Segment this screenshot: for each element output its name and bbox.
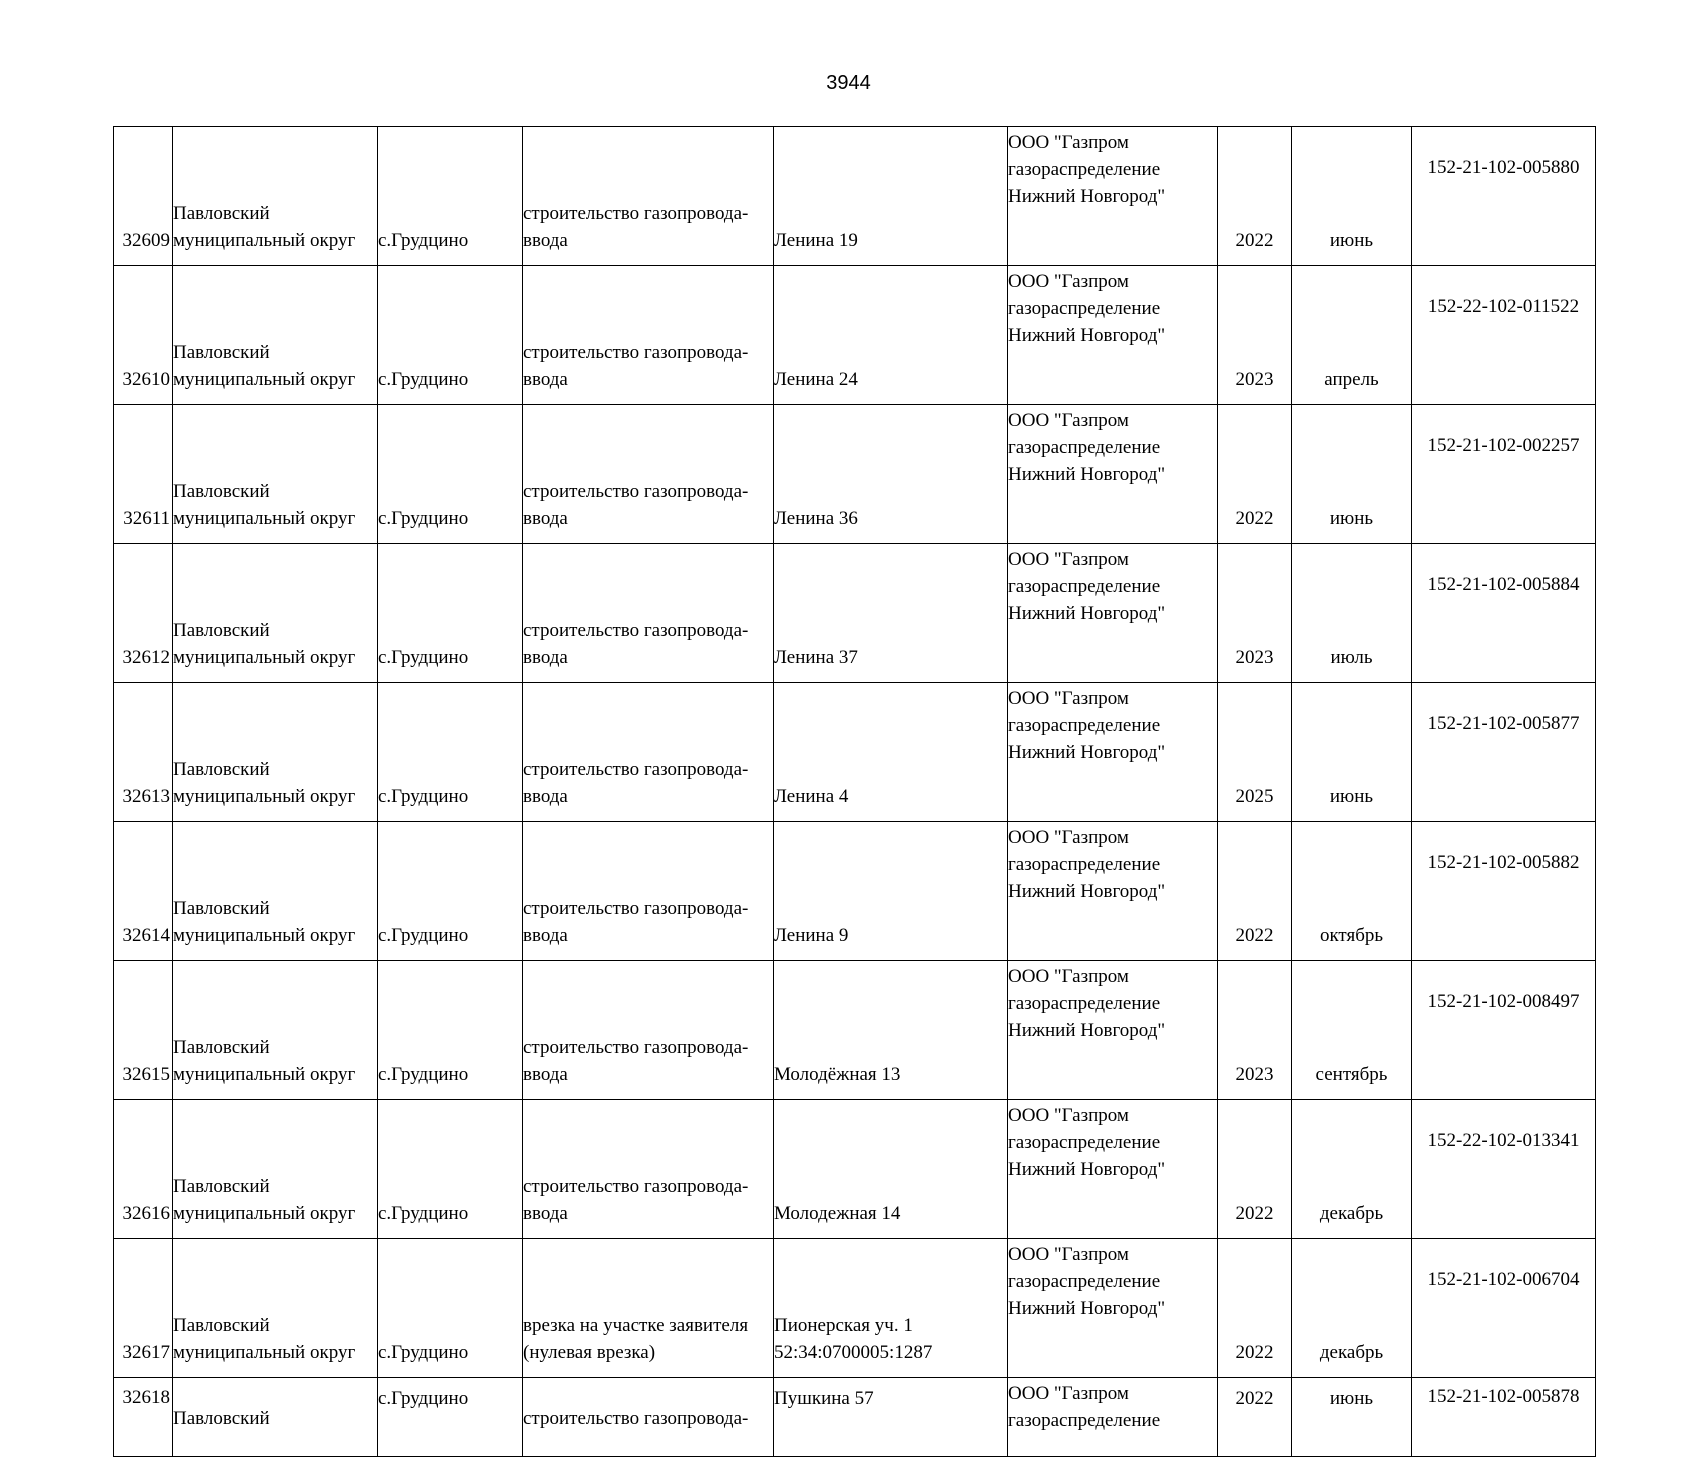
row-number-cell: 32611 [114,405,173,544]
organization-cell [1008,961,1218,1100]
year-cell: 2023 [1218,266,1292,405]
page-number: 3944 [826,72,871,94]
application-id-cell: 152-21-102-002257 [1412,405,1596,544]
work-type-line: врезка на участке заявителя [523,1315,749,1336]
work-type-line: ввода [523,647,568,668]
work-type-line: строительство газопровода- [523,1176,749,1197]
organization-cell [1008,1239,1218,1378]
application-id-cell: 152-22-102-011522 [1412,266,1596,405]
month-cell: июль [1292,544,1412,683]
address-line: Молодежная 14 [774,1203,901,1224]
address-cell [774,405,1008,544]
work-type-cell [523,544,774,683]
month-cell: июнь [1292,127,1412,266]
month-cell: октябрь [1292,822,1412,961]
district-line: Павловский [173,620,270,641]
district-line: Павловский [173,342,270,363]
work-type-line: строительство газопровода- [523,342,749,363]
work-type-line: строительство газопровода- [523,620,749,641]
organization-line: газораспределение [1008,1132,1161,1153]
village-cell: с.Грудцино [378,961,523,1100]
organization-line: Нижний Новгород" [1008,881,1166,902]
row-number-cell: 32613 [114,683,173,822]
work-type-line: ввода [523,786,568,807]
organization-line: Нижний Новгород" [1008,1020,1166,1041]
year-cell: 2023 [1218,961,1292,1100]
district-cell [173,961,378,1100]
district-line: Павловский [173,898,270,919]
work-type-cell [523,266,774,405]
district-cell [173,544,378,683]
table-row [114,1378,1596,1457]
address-cell [774,1239,1008,1378]
row-number-cell: 32615 [114,961,173,1100]
work-type-line: строительство газопровода- [523,1037,749,1058]
work-type-line: ввода [523,369,568,390]
address-line: Ленина 24 [774,369,858,390]
village-cell: с.Грудцино [378,822,523,961]
application-id-cell: 152-21-102-005878 [1412,1378,1596,1457]
district-line: Павловский [173,1315,270,1336]
row-number-cell: 32612 [114,544,173,683]
application-id-cell: 152-22-102-013341 [1412,1100,1596,1239]
address-cell [774,544,1008,683]
work-type-cell [523,1378,774,1457]
work-type-line: ввода [523,1203,568,1224]
district-cell [173,822,378,961]
gas-connection-register-table [113,126,1596,1457]
organization-line: ООО "Газпром [1008,549,1129,570]
month-cell: июнь [1292,683,1412,822]
year-cell: 2023 [1218,544,1292,683]
organization-line: газораспределение [1008,576,1161,597]
organization-cell [1008,1100,1218,1239]
table-row [114,683,1596,822]
organization-line: газораспределение [1008,1271,1161,1292]
village-cell: с.Грудцино [378,1378,523,1457]
village-cell: с.Грудцино [378,683,523,822]
organization-line: Нижний Новгород" [1008,742,1166,763]
address-line: Ленина 9 [774,925,849,946]
address-line: Пионерская уч. 1 [774,1315,913,1336]
address-line: Пушкина 57 [774,1388,874,1409]
district-cell [173,683,378,822]
table-row [114,266,1596,405]
month-cell: апрель [1292,266,1412,405]
village-cell: с.Грудцино [378,1100,523,1239]
application-id-cell: 152-21-102-005882 [1412,822,1596,961]
organization-line: газораспределение [1008,298,1161,319]
village-cell: с.Грудцино [378,544,523,683]
district-line: Павловский [173,481,270,502]
year-cell: 2022 [1218,127,1292,266]
district-line: муниципальный округ [173,786,356,807]
month-cell: июнь [1292,1378,1412,1457]
row-number-cell: 32610 [114,266,173,405]
district-cell [173,1100,378,1239]
work-type-line: ввода [523,925,568,946]
work-type-line: строительство газопровода- [523,759,749,780]
organization-line: Нижний Новгород" [1008,186,1166,207]
district-line: Павловский [173,1408,270,1429]
organization-line: газораспределение [1008,993,1161,1014]
district-line: муниципальный округ [173,1064,356,1085]
address-line: Ленина 36 [774,508,858,529]
organization-cell [1008,822,1218,961]
address-cell [774,266,1008,405]
year-cell: 2022 [1218,405,1292,544]
work-type-cell [523,1100,774,1239]
organization-line: Нижний Новгород" [1008,464,1166,485]
table-row [114,1100,1596,1239]
organization-line: ООО "Газпром [1008,1383,1129,1404]
address-line: 52:34:0700005:1287 [774,1342,933,1363]
row-number-cell: 32618 [114,1378,173,1457]
district-line: Павловский [173,759,270,780]
organization-line: Нижний Новгород" [1008,1159,1166,1180]
organization-line: ООО "Газпром [1008,827,1129,848]
district-cell [173,1378,378,1457]
month-cell: июнь [1292,405,1412,544]
organization-cell [1008,266,1218,405]
year-cell: 2022 [1218,1100,1292,1239]
organization-line: газораспределение [1008,437,1161,458]
year-cell: 2022 [1218,1378,1292,1457]
row-number-cell: 32614 [114,822,173,961]
organization-line: ООО "Газпром [1008,271,1129,292]
application-id-cell: 152-21-102-005877 [1412,683,1596,822]
organization-cell [1008,544,1218,683]
address-line: Ленина 37 [774,647,858,668]
row-number-cell: 32617 [114,1239,173,1378]
organization-cell [1008,1378,1218,1457]
register-body [114,127,1596,1457]
work-type-line: строительство газопровода- [523,898,749,919]
organization-cell [1008,683,1218,822]
address-cell [774,127,1008,266]
table-row [114,544,1596,683]
table-row [114,961,1596,1100]
address-line: Ленина 4 [774,786,849,807]
address-cell [774,822,1008,961]
address-line: Ленина 19 [774,230,858,251]
village-cell: с.Грудцино [378,405,523,544]
month-cell: декабрь [1292,1239,1412,1378]
district-line: муниципальный округ [173,647,356,668]
organization-cell [1008,127,1218,266]
district-line: Павловский [173,203,270,224]
district-cell [173,266,378,405]
organization-line: Нижний Новгород" [1008,603,1166,624]
address-cell [774,683,1008,822]
application-id-cell: 152-21-102-006704 [1412,1239,1596,1378]
address-cell [774,1378,1008,1457]
organization-line: ООО "Газпром [1008,410,1129,431]
district-line: муниципальный округ [173,508,356,529]
work-type-cell [523,683,774,822]
year-cell: 2022 [1218,1239,1292,1378]
work-type-cell [523,822,774,961]
work-type-line: строительство газопровода- [523,481,749,502]
month-cell: декабрь [1292,1100,1412,1239]
work-type-cell [523,961,774,1100]
organization-line: газораспределение [1008,1410,1161,1431]
village-cell: с.Грудцино [378,127,523,266]
month-cell: сентябрь [1292,961,1412,1100]
table-row [114,822,1596,961]
village-cell: с.Грудцино [378,1239,523,1378]
work-type-cell [523,127,774,266]
row-number-cell: 32616 [114,1100,173,1239]
organization-line: ООО "Газпром [1008,132,1129,153]
work-type-cell [523,1239,774,1378]
organization-line: газораспределение [1008,715,1161,736]
village-cell: с.Грудцино [378,266,523,405]
table-row [114,405,1596,544]
work-type-line: ввода [523,508,568,529]
district-line: муниципальный округ [173,925,356,946]
work-type-cell [523,405,774,544]
work-type-line: ввода [523,1064,568,1085]
organization-line: Нижний Новгород" [1008,1298,1166,1319]
organization-cell [1008,405,1218,544]
table-row [114,127,1596,266]
district-line: муниципальный округ [173,1203,356,1224]
work-type-line: строительство газопровода- [523,1408,749,1429]
application-id-cell: 152-21-102-005880 [1412,127,1596,266]
organization-line: ООО "Газпром [1008,1244,1129,1265]
application-id-cell: 152-21-102-008497 [1412,961,1596,1100]
district-line: муниципальный округ [173,230,356,251]
district-cell [173,1239,378,1378]
organization-line: ООО "Газпром [1008,966,1129,987]
row-number-cell: 32609 [114,127,173,266]
work-type-line: ввода [523,230,568,251]
work-type-line: строительство газопровода- [523,203,749,224]
year-cell: 2022 [1218,822,1292,961]
district-line: муниципальный округ [173,369,356,390]
organization-line: газораспределение [1008,159,1161,180]
address-line: Молодёжная 13 [774,1064,901,1085]
district-line: Павловский [173,1037,270,1058]
organization-line: ООО "Газпром [1008,1105,1129,1126]
organization-line: ООО "Газпром [1008,688,1129,709]
district-line: муниципальный округ [173,1342,356,1363]
table-row [114,1239,1596,1378]
organization-line: Нижний Новгород" [1008,325,1166,346]
year-cell: 2025 [1218,683,1292,822]
application-id-cell: 152-21-102-005884 [1412,544,1596,683]
address-cell [774,1100,1008,1239]
district-line: Павловский [173,1176,270,1197]
organization-line: газораспределение [1008,854,1161,875]
district-cell [173,127,378,266]
address-cell [774,961,1008,1100]
district-cell [173,405,378,544]
work-type-line: (нулевая врезка) [523,1342,656,1363]
